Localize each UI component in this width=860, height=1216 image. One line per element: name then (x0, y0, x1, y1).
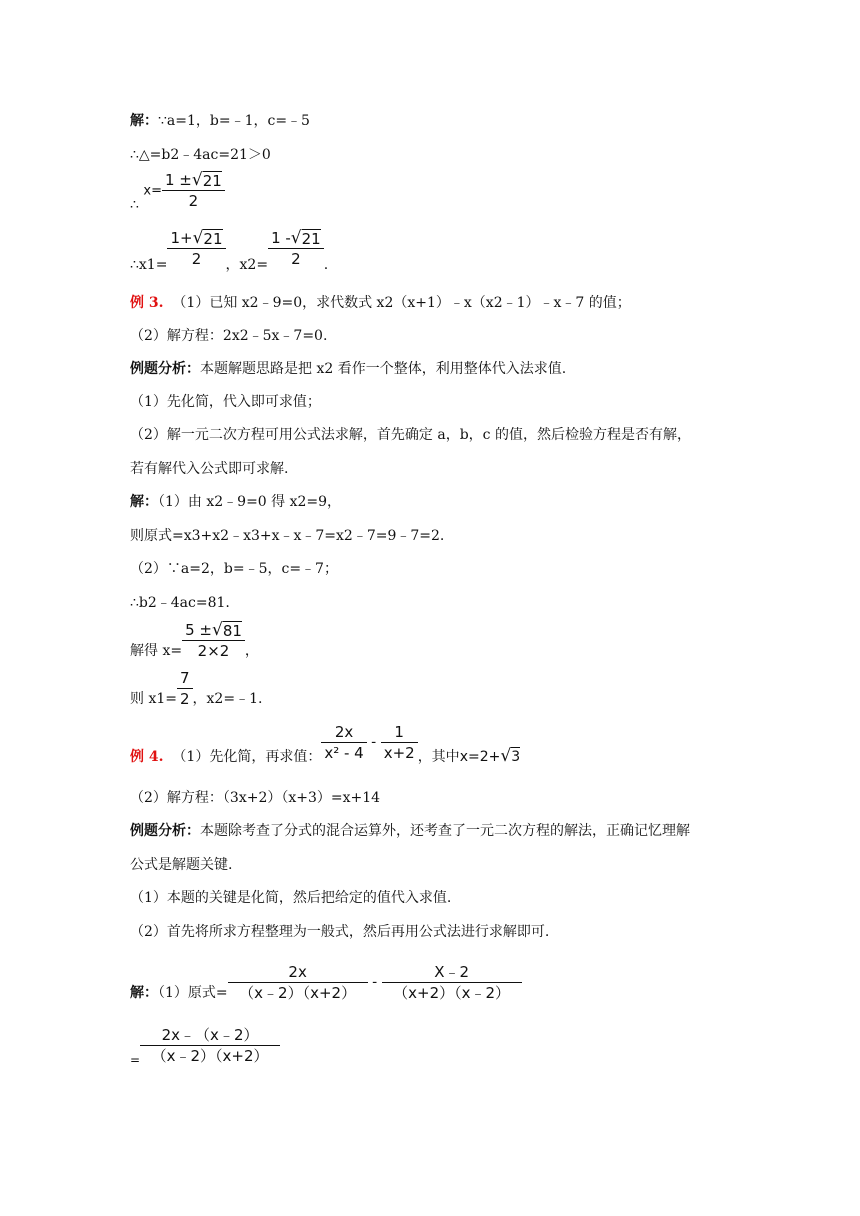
fraction-denominator: 2 (188, 192, 199, 210)
x-equals: x= (143, 183, 162, 199)
analysis-label: 例题分析： (130, 823, 200, 839)
solution-4-line1: 解：（1）原式= $\frac{2x}{(x﹣2)(x+2)}$ - $\frac{X﹣2}{(x+2)(x﹣2)}$ (130, 962, 522, 1003)
solution-3-x1-line: 则 x1= $\frac{7}{2}$ ，x2=﹣1. (130, 669, 263, 708)
x1-fraction: 1+ √ 21 2 (167, 228, 225, 269)
sqrt-81: √ 81 (211, 620, 242, 640)
solution-label: 解： (130, 984, 158, 1001)
example-3-label: 例 3. (130, 295, 164, 311)
discriminant-text: ∴△=b2﹣4ac=21＞0 (130, 147, 271, 163)
analysis-4-cont: 公式是解题关键. (130, 857, 233, 873)
solution-3-root-line: 解得 x= 5 ± √ 81 2×2 ， (130, 620, 259, 660)
example-3-question: （1）已知 x2﹣9=0，求代数式 x2（x+1）﹣x（x2﹣1）﹣x﹣7 的值； (172, 295, 631, 311)
solution-3-line2: 则原式=x3+x2﹣x3+x﹣x﹣7=x2﹣7=9﹣7=2. (130, 528, 445, 544)
example-3-heading (130, 293, 631, 313)
solution-3-line3: （2）∵a=2，b=﹣5，c=﹣7； (130, 561, 338, 577)
solution-3-line1: 解：（1）由 x2﹣9=0 得 x2=9， (130, 494, 342, 510)
analysis-3-line2: （2）解一元二次方程可用公式法求解，首先确定 a，b，c 的值，然后检验方程是否有解， (130, 427, 691, 443)
analysis-3-line3: 若有解代入公式即可求解. (130, 461, 289, 477)
x1-label: ∴x1= (130, 256, 168, 273)
analysis-3: 例题分析：本题解题思路是把 x2 看作一个整体，利用整体代入法求值. (130, 361, 567, 377)
analysis-3-line1: （1）先化简，代入即可求值； (130, 394, 321, 410)
analysis-label: 例题分析： (130, 361, 200, 377)
sqrt-21: √ 21 (290, 228, 321, 248)
x2-fraction: 1 - √ 21 2 (268, 228, 324, 269)
analysis-4-line1: （1）本题的关键是化简，然后把给定的值代入求值. (130, 890, 452, 906)
solution-4-line2: = $\frac{2x﹣(x﹣2)}{(x﹣2)(x+2)}$ (130, 1025, 280, 1066)
quadratic-formula-line (130, 170, 225, 211)
discriminant-line (130, 145, 271, 165)
sqrt-3: √ 3 (500, 745, 521, 766)
solution-label: 解： (130, 494, 158, 510)
roots-line: ∴x1= 1+ √ 21 2 ，x2= 1 - √ 21 2 . (130, 228, 329, 273)
root-fraction: 5 ± √ 81 2×2 (182, 620, 245, 661)
solution-fraction-3: $\frac{2x﹣(x﹣2)}{(x﹣2)(x+2)}$ (140, 1025, 280, 1066)
x2-label: ，x2= (225, 256, 269, 273)
analysis-4-line2: （2）首先将所求方程整理为一般式，然后再用公式法进行求解即可. (130, 924, 550, 940)
solution-line-1 (130, 111, 310, 131)
root-fraction (162, 170, 225, 211)
example-4-question: （1）先化简，再求值： (172, 748, 322, 765)
analysis-4: 例题分析：本题除考查了分式的混合运算外，还考查了一元二次方程的解法，正确记忆理解 (130, 823, 690, 839)
solution-fraction-1: $\frac{2x}{(x﹣2)(x+2)}$ (228, 962, 368, 1003)
expression-fraction-2: $\frac{1}{x+2}$ (381, 722, 418, 763)
example-4-label: 例 4. (130, 748, 164, 765)
x1-fraction: $\frac{7}{2}$ (177, 668, 193, 709)
coefficients-text: ∵a=1，b=﹣1，c=﹣5 (158, 113, 310, 129)
solution-fraction-2: $\frac{X﹣2}{(x+2)(x﹣2)}$ (382, 962, 522, 1003)
solution-3-line4: ∴b2﹣4ac=81. (130, 595, 230, 611)
example-4-heading: 例 4. （1）先化简，再求值： $\frac{2x}{\text{x² - 4}}$ - $\frac{1}{x+2}$ ，其中x=2+ √ 3 (130, 723, 521, 766)
sqrt-21: √ 21 (192, 228, 223, 248)
expression-fraction-1: $\frac{2x}{\text{x² - 4}}$ (321, 722, 366, 763)
fraction-numerator-text: 1 ± (164, 171, 192, 189)
therefore-symbol: ∴ (130, 196, 139, 213)
example-4-part2: （2）解方程：（3x+2）（x+3）=x+14 (130, 790, 381, 806)
example-3-part2: （2）解方程：2x2﹣5x﹣7=0. (130, 328, 328, 344)
solution-label: 解： (130, 113, 158, 129)
sqrt-21: √ 21 (191, 170, 222, 190)
